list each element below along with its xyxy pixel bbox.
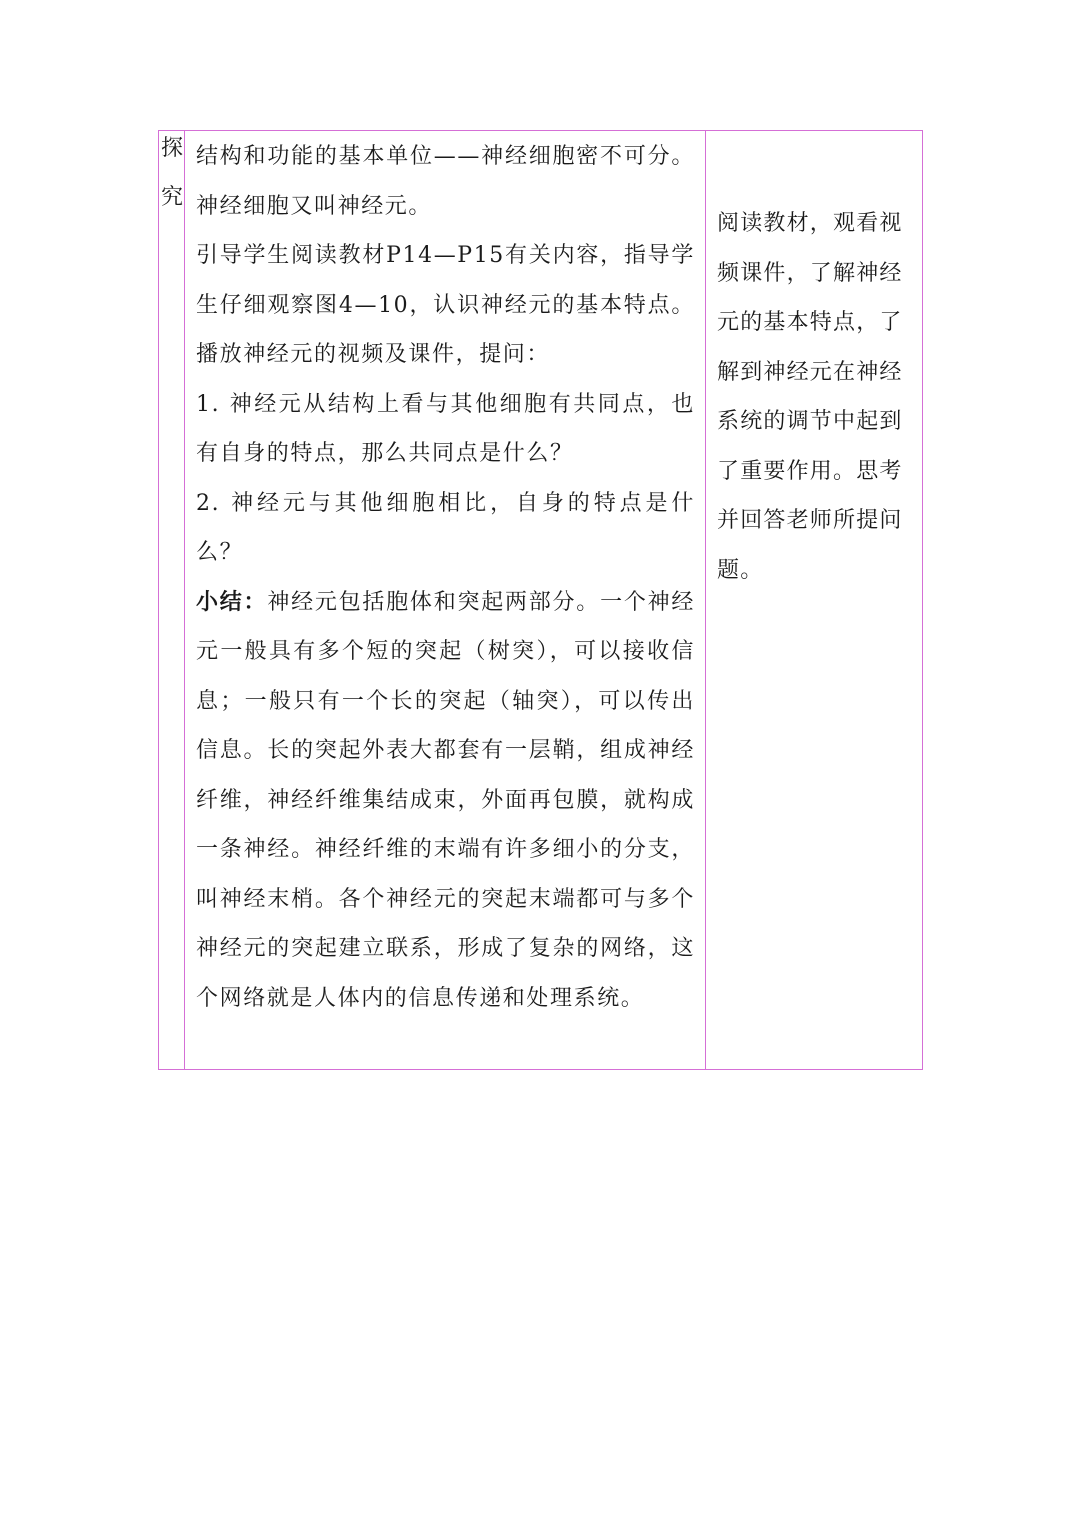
intro-paragraph: 结构和功能的基本单位——神经细胞密不可分。神经细胞又叫神经元。 (196, 144, 695, 219)
lesson-plan-table (158, 130, 923, 1070)
question-2: 2. 神经元与其他细胞相比，自身的特点是什么？ (196, 490, 695, 565)
question-1: 1. 神经元从结构上看与其他细胞有共同点，也有自身的特点，那么共同点是什么？ (196, 391, 695, 466)
stage-label-char-1: 探 (161, 136, 184, 161)
summary-text: 神经元包括胞体和突起两部分。一个神经元一般具有多个短的突起（树突），可以接收信息；一般只有一个长的突起（轴突），可以传出信息。长的突起外表大都套有一层鞘，组成神经纤维，神经纤维集结成束，外面再包膜，就构成一条神经。神经纤维的末端有许多细小的分支，叫神经末梢。各个神经元的突起末端都可与多个神经元的突起建立联系，形成了复杂的网络，这个网络就是人体内的信息传递和处理系统。 (196, 589, 695, 1011)
summary-label: 小结： (196, 589, 268, 615)
guide-paragraph: 引导学生阅读教材P14—P15有关内容，指导学生仔细观察图4—10，认识神经元的基本特点。播放神经元的视频及课件，提问： (196, 243, 695, 367)
summary-paragraph (196, 578, 695, 1024)
stage-column (159, 131, 185, 1069)
student-activity-column (706, 131, 922, 1069)
stage-label-char-2: 究 (161, 185, 184, 210)
student-activity-text: 阅读教材，观看视频课件，了解神经元的基本特点，了解到神经元在神经系统的调节中起到了重要作用。思考并回答老师所提问题。 (717, 211, 903, 583)
teacher-activity-column (185, 131, 706, 1069)
